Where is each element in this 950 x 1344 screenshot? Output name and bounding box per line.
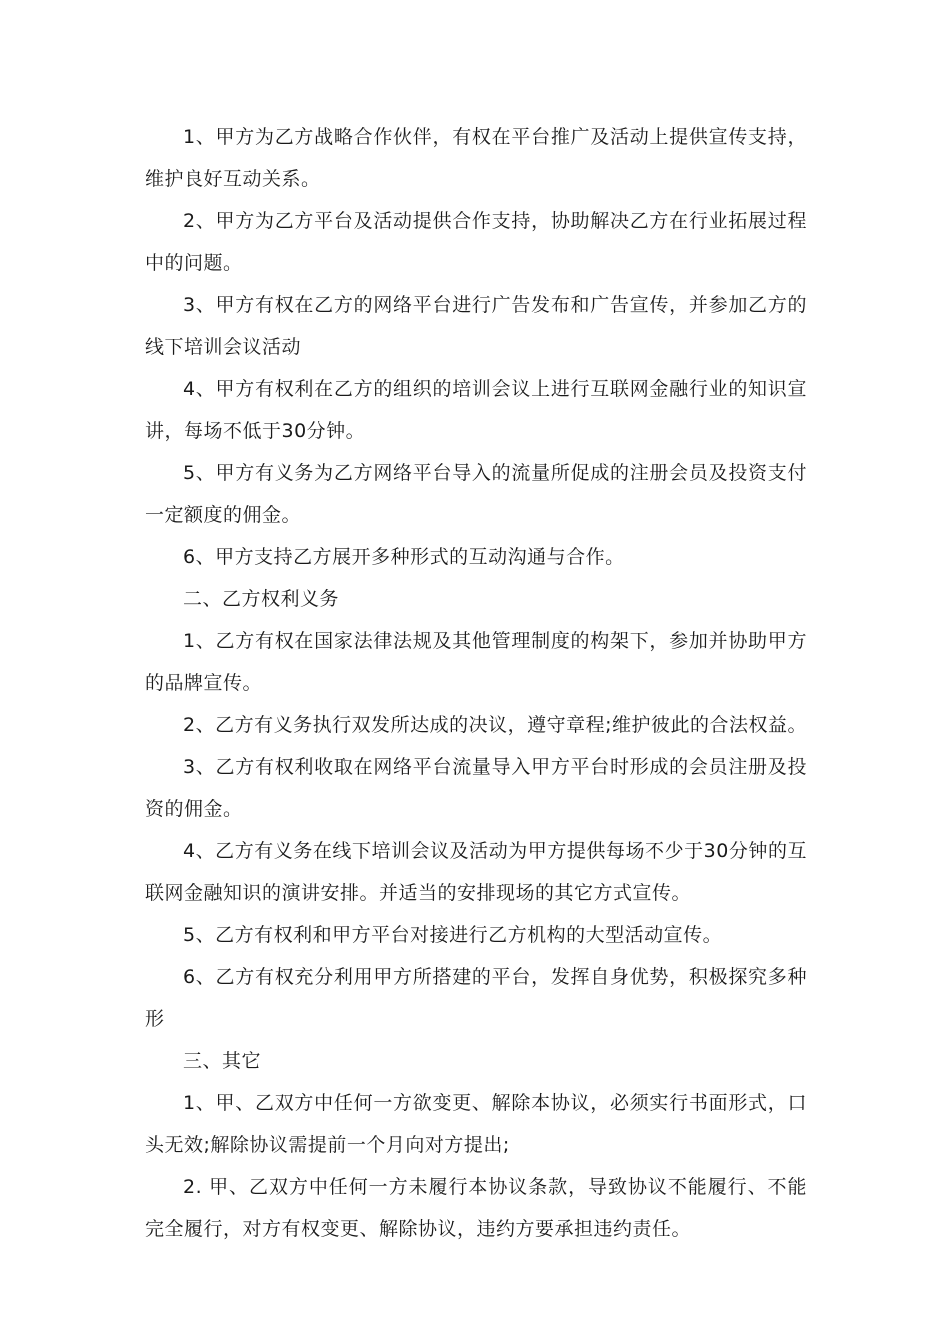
- paragraph-party-a-1: 1、甲方为乙方战略合作伙伴，有权在平台推广及活动上提供宣传支持，维护良好互动关系。: [145, 126, 807, 190]
- section-heading-party-b: 二、乙方权利义务: [183, 588, 340, 610]
- paragraph-party-a-6: 6、甲方支持乙方展开多种形式的互动沟通与合作。: [183, 546, 625, 568]
- paragraph-party-a-5: 5、甲方有义务为乙方网络平台导入的流量所促成的注册会员及投资支付一定额度的佣金。: [145, 462, 807, 526]
- paragraph-party-b-4: 4、乙方有义务在线下培训会议及活动为甲方提供每场不少于30分钟的互联网金融知识的演讲安排。并适当的安排现场的其它方式宣传。: [145, 840, 807, 904]
- paragraph-party-a-4: 4、甲方有权利在乙方的组织的培训会议上进行互联网金融行业的知识宣讲，每场不低于30分钟。: [145, 378, 807, 442]
- section-heading-other: 三、其它: [183, 1050, 262, 1072]
- paragraph-party-b-2: 2、乙方有义务执行双发所达成的决议，遵守章程;维护彼此的合法权益。: [183, 714, 807, 736]
- paragraph-other-2: 2. 甲、乙双方中任何一方未履行本协议条款，导致协议不能履行、不能完全履行，对方有权变更、解除协议，违约方要承担违约责任。: [145, 1176, 807, 1240]
- paragraph-party-b-6: 6、乙方有权充分利用甲方所搭建的平台，发挥自身优势，积极探究多种形: [145, 966, 807, 1030]
- paragraph-party-b-1: 1、乙方有权在国家法律法规及其他管理制度的构架下，参加并协助甲方的品牌宣传。: [145, 630, 807, 694]
- paragraph-party-b-3: 3、乙方有权利收取在网络平台流量导入甲方平台时形成的会员注册及投资的佣金。: [145, 756, 807, 820]
- paragraph-party-a-3: 3、甲方有权在乙方的网络平台进行广告发布和广告宣传，并参加乙方的线下培训会议活动: [145, 294, 807, 358]
- paragraph-party-a-2: 2、甲方为乙方平台及活动提供合作支持，协助解决乙方在行业拓展过程中的问题。: [145, 210, 807, 274]
- document-body: [145, 116, 807, 1250]
- paragraph-party-b-5: 5、乙方有权利和甲方平台对接进行乙方机构的大型活动宣传。: [183, 924, 723, 946]
- paragraph-other-1: 1、甲、乙双方中任何一方欲变更、解除本协议，必须实行书面形式，口头无效;解除协议需提前一个月向对方提出;: [145, 1092, 807, 1156]
